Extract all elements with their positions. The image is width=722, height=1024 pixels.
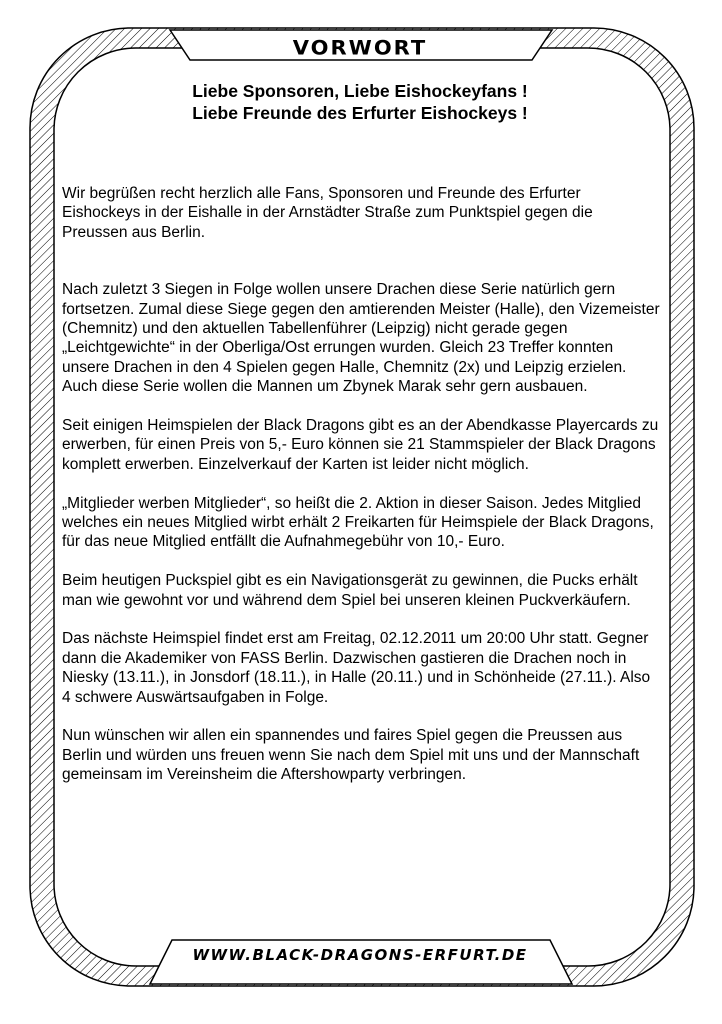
paragraph-closing: Nun wünschen wir allen ein spannendes und faires Spiel gegen die Preussen aus Berlin und würden uns freuen wenn Sie nach dem Spiel mit uns und der Mannschaft gemeinsam im Vereinsheim die Aftershowparty verbringen. [62, 727, 640, 784]
paragraph-playercards: Seit einigen Heimspielen der Black Dragons gibt es an der Abendkasse Playercards zu erwerben, für einen Preis von 5,- Euro können sie 21 Stammspieler der Black Dragons komplett erwerben. Einzelverkauf der Karten ist leider nicht möglich. [62, 417, 659, 473]
paragraph-next-games: Das nächste Heimspiel findet erst am Freitag, 02.12.2011 um 20:00 Uhr statt. Gegner dann die Akademiker von FASS Berlin. Dazwischen gastieren die Drachen noch in Niesky (13.11.), in Jonsdorf (18.11.), in Halle (20.11.) und in Schönheide (27.11.). Also 4 schwere Auswärtsaufgaben in Folge. [62, 630, 651, 706]
greeting [60, 80, 660, 124]
greeting-line-1: Liebe Sponsoren, Liebe Eishockeyfans ! [192, 81, 528, 101]
paragraph-welcome: Wir begrüßen recht herzlich alle Fans, Sponsoren und Freunde des Erfurter Eishockeys in der Eishalle in der Arnstädter Straße zum Punktspiel gegen die Preussen aus Berlin. [62, 185, 593, 241]
body-text [62, 184, 662, 804]
greeting-line-2: Liebe Freunde des Erfurter Eishockeys ! [192, 103, 528, 123]
paragraph-puck-game: Beim heutigen Puckspiel gibt es ein Navigationsgerät zu gewinnen, die Pucks erhält man wie gewohnt vor und während dem Spiel bei unseren kleinen Puckverkäufern. [62, 572, 638, 609]
page-title: VORWORT [292, 36, 428, 60]
footer-website-url: WWW.BLACK-DRAGONS-ERFURT.DE [192, 946, 528, 964]
paragraph-member-campaign: „Mitglieder werben Mitglieder“, so heißt die 2. Aktion in dieser Saison. Jedes Mitglied welches ein neues Mitglied wirbt erhält 2 Freikarten für Heimspiele der Black Dragons, für das neue Mitglied entfällt die Aufnahmegebühr von 10,- Euro. [62, 494, 654, 551]
paragraph-winning-streak: Nach zuletzt 3 Siegen in Folge wollen unsere Drachen diese Serie natürlich gern fortsetzen. Zumal diese Siege gegen den amtierenden Meister (Halle), den Vizemeister (Chemnitz) und den aktuellen Tabellenführer (Leipzig) nicht gerade gegen „Leichtgewichte“ in der Oberliga/Ost errungen wurden. Gleich 23 Treffer konnten unsere Drachen in den 4 Spielen gegen Halle, Chemnitz (2x) und Leipzig erzielen. Auch diese Serie wollen die Mannen um Zbynek Marak sehr gern ausbauen. [62, 281, 660, 396]
